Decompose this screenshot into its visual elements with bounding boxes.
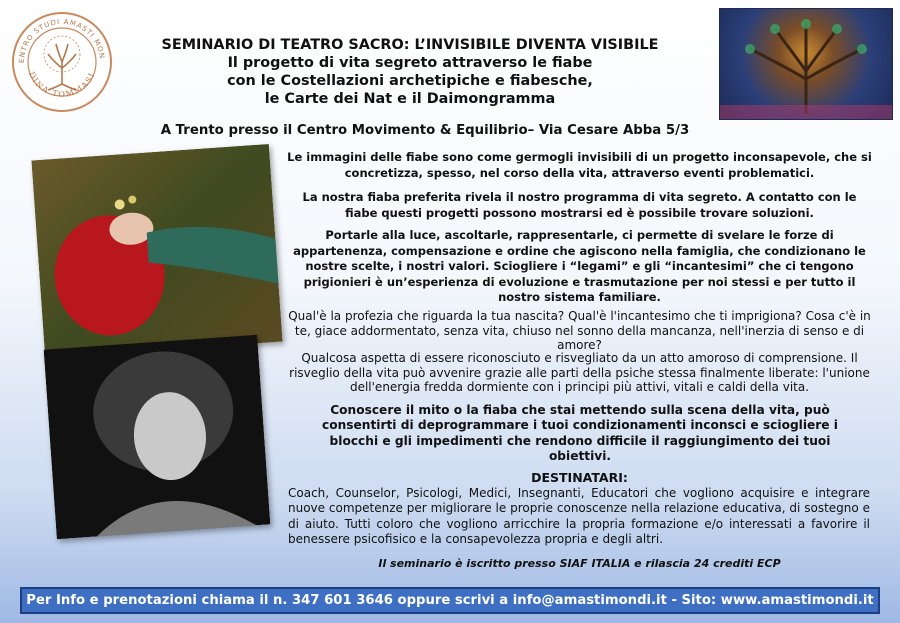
tree-of-life-image — [720, 9, 892, 119]
title-line-4: le Carte dei Nat e il Daimongramma — [264, 91, 556, 107]
logo-name: DINA TOMMASI — [26, 70, 97, 99]
paragraph-3: Portarle alla luce, ascoltarle, rappresentarle, ci permette di svelare le forze di appartenenza, compensazione e ordine che agiscono nella famiglia, che condizionano le nostre scelte, i nostri valori. Sciogliere i “legami” e gli “incantesimi” che ci tengono prigionieri è un’esperienza di evoluzione e trasmutazione per noi stessi e per tutto il nostro sistema familiare. — [293, 228, 866, 304]
seminar-title — [120, 36, 700, 108]
red-hair-woman-photo — [31, 144, 282, 358]
title-line-2: Il progetto di vita segreto attraverso le fiabe — [227, 55, 593, 71]
paragraph-6: Conoscere il mito o la fiaba che stai mettendo sulla scena della vita, può consentirti di deprogrammare i tuoi condizionamenti inconsci e sciogliere i blocchi e gli impedimenti che rendono difficile il raggiungimento dei tuoi obiettivi. — [321, 403, 838, 463]
portrait-photo — [44, 335, 271, 539]
paragraph-4: Qual'è la profezia che riguarda la tua nascita? Qual'è l'incantesimo che ti imprigiona? Cosa c'è in te, giace addormentato, senza vita, chiuso nel sonno della mancanza, nell'inerzia di senso e di amore? — [288, 309, 871, 353]
paragraph-5: Qualcosa aspetta di essere riconosciuto e risvegliato da un atto amoroso di comprensione. Il risveglio della vita può avvenire grazie alle parti della psiche stessa finalmente liberate: l'unione dell'energia fredda dormiente con i principi più attivi, vitali e caldi della vita. — [289, 351, 870, 395]
destinatari-title: DESTINATARI: — [531, 470, 628, 485]
paragraph-1: Le immagini delle fiabe sono come germogli invisibili di un progetto inconsapevole, che si concretizza, spesso, nel corso della vita, attraverso eventi problematici. — [287, 150, 872, 180]
contact-footer: Per Info e prenotazioni chiama il n. 347 601 3646 oppure scrivi a info@amastimondi.it - Sito: www.amastimondi.it — [20, 587, 880, 614]
destinatari-text: Coach, Counselor, Psicologi, Medici, Insegnanti, Educatori che vogliono acquisire e integrare nuove competenze per migliorare le proprie conoscenze nella relazione educativa, di sostegno e di aiuto. Tutti coloro che vogliono arricchire la propria formazione e/o interessati a favorire il benessere psicofisico e la consapevolezza propria e degli altri. — [288, 486, 870, 547]
siaf-note: Il seminario è iscritto presso SIAF ITALIA e rilascia 24 crediti ECP — [378, 557, 781, 570]
logo-ring-text: ENTRO STUDI AMASTI MON — [17, 17, 106, 64]
paragraph-2: La nostra fiaba preferita rivela il nostro programma di vita segreto. A contatto con le fiabe questi progetti possono mostrarsi ed è possibile trovare soluzioni. — [302, 190, 857, 220]
logo — [10, 10, 114, 114]
title-line-1: SEMINARIO DI TEATRO SACRO: L’INVISIBILE DIVENTA VISIBILE — [161, 37, 659, 53]
title-line-3: con le Costellazioni archetipiche e fiabesche, — [227, 73, 593, 89]
location: A Trento presso il Centro Movimento & Equilibrio– Via Cesare Abba 5/3 — [160, 123, 690, 138]
